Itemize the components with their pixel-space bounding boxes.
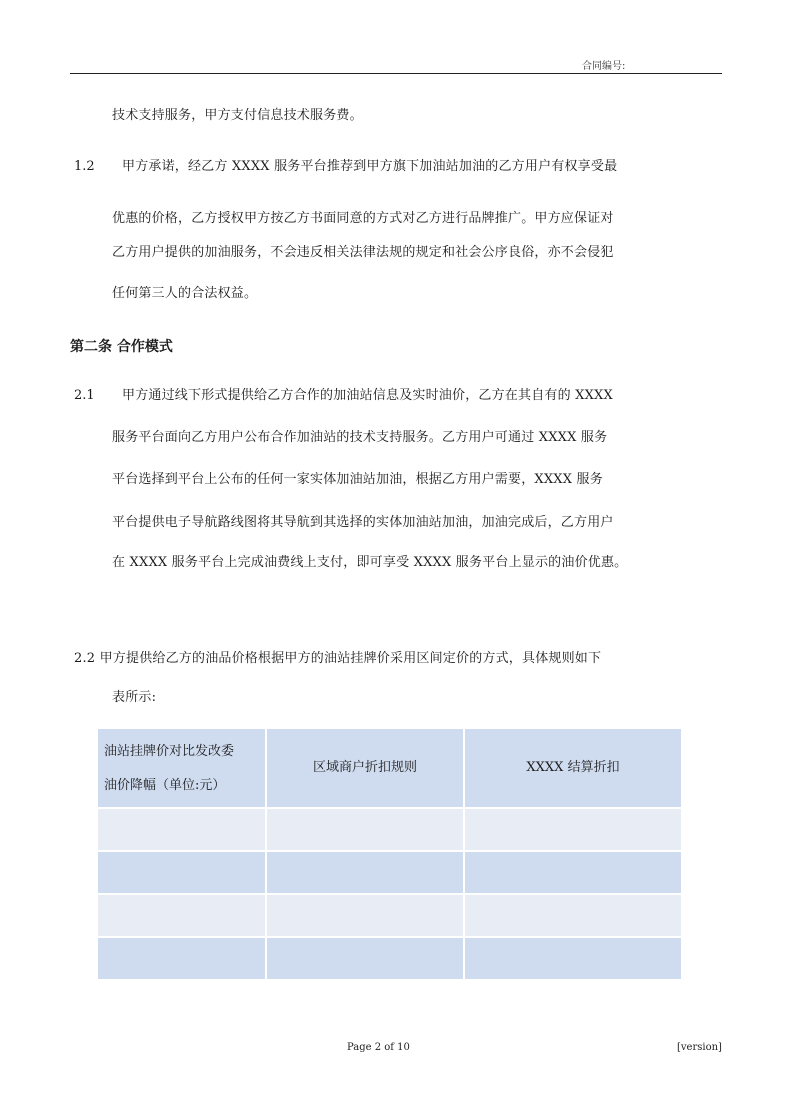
header-settlement-discount: XXXX 结算折扣	[464, 729, 682, 808]
section-2-title: 第二条 合作模式	[70, 339, 173, 355]
version-label: [version]	[677, 1042, 722, 1053]
contract-number-label: 合同编号:	[582, 61, 626, 72]
header-line: 油价降幅（单位:元）	[104, 778, 226, 793]
table-cell	[98, 851, 266, 894]
clause-line: 任何第三人的合法权益。	[112, 286, 258, 301]
clause-line: 乙方用户提供的加油服务，不会违反相关法律法规的规定和社会公序良俗，亦不会侵犯	[112, 245, 614, 260]
table-cell	[266, 894, 464, 937]
clause-line: 甲方通过线下形式提供给乙方合作的加油站信息及实时油价，乙方在其自有的 XXXX	[122, 388, 613, 403]
clause-line: 服务平台面向乙方用户公布合作加油站的技术支持服务。乙方用户可通过 XXXX 服务	[112, 430, 608, 445]
table-cell	[464, 808, 682, 851]
table-cell	[464, 851, 682, 894]
table-cell	[266, 937, 464, 980]
table-cell	[98, 808, 266, 851]
header-divider	[70, 73, 722, 74]
clause-line: 表所示:	[112, 690, 157, 705]
header-regional-discount-rule: 区域商户折扣规则	[266, 729, 464, 808]
clause-line: 在 XXXX 服务平台上完成油费线上支付，即可享受 XXXX 服务平台上显示的油价优惠。	[112, 555, 628, 570]
table-cell	[98, 937, 266, 980]
clause-line: 甲方承诺，经乙方 XXXX 服务平台推荐到甲方旗下加油站加油的乙方用户有权享受最	[122, 159, 618, 174]
clause-line: 优惠的价格，乙方授权甲方按乙方书面同意的方式对乙方进行品牌推广。甲方应保证对	[112, 211, 614, 226]
clause-number: 2.1	[74, 388, 95, 403]
pricing-rules-table	[98, 729, 683, 981]
table-cell	[464, 894, 682, 937]
clause-number: 1.2	[74, 159, 95, 174]
header-price-comparison	[98, 729, 266, 808]
table-row	[98, 851, 682, 894]
table-row	[98, 894, 682, 937]
header-line: 油站挂牌价对比发改委	[104, 744, 235, 759]
table-cell	[266, 808, 464, 851]
table-cell	[464, 937, 682, 980]
table-row	[98, 808, 682, 851]
page-number: Page 2 of 10	[347, 1042, 410, 1053]
clause-line: 平台提供电子导航路线图将其导航到其选择的实体加油站加油，加油完成后，乙方用户	[112, 515, 614, 530]
table-cell	[98, 894, 266, 937]
clause-1-1-line: 技术支持服务，甲方支付信息技术服务费。	[112, 108, 363, 123]
table-row	[98, 937, 682, 980]
clause-line: 2.2 甲方提供给乙方的油品价格根据甲方的油站挂牌价采用区间定价的方式，具体规则如下	[74, 651, 602, 666]
table-cell	[266, 851, 464, 894]
table-header-row	[98, 729, 682, 808]
clause-line: 平台选择到平台上公布的任何一家实体加油站加油，根据乙方用户需要，XXXX 服务	[112, 472, 603, 487]
